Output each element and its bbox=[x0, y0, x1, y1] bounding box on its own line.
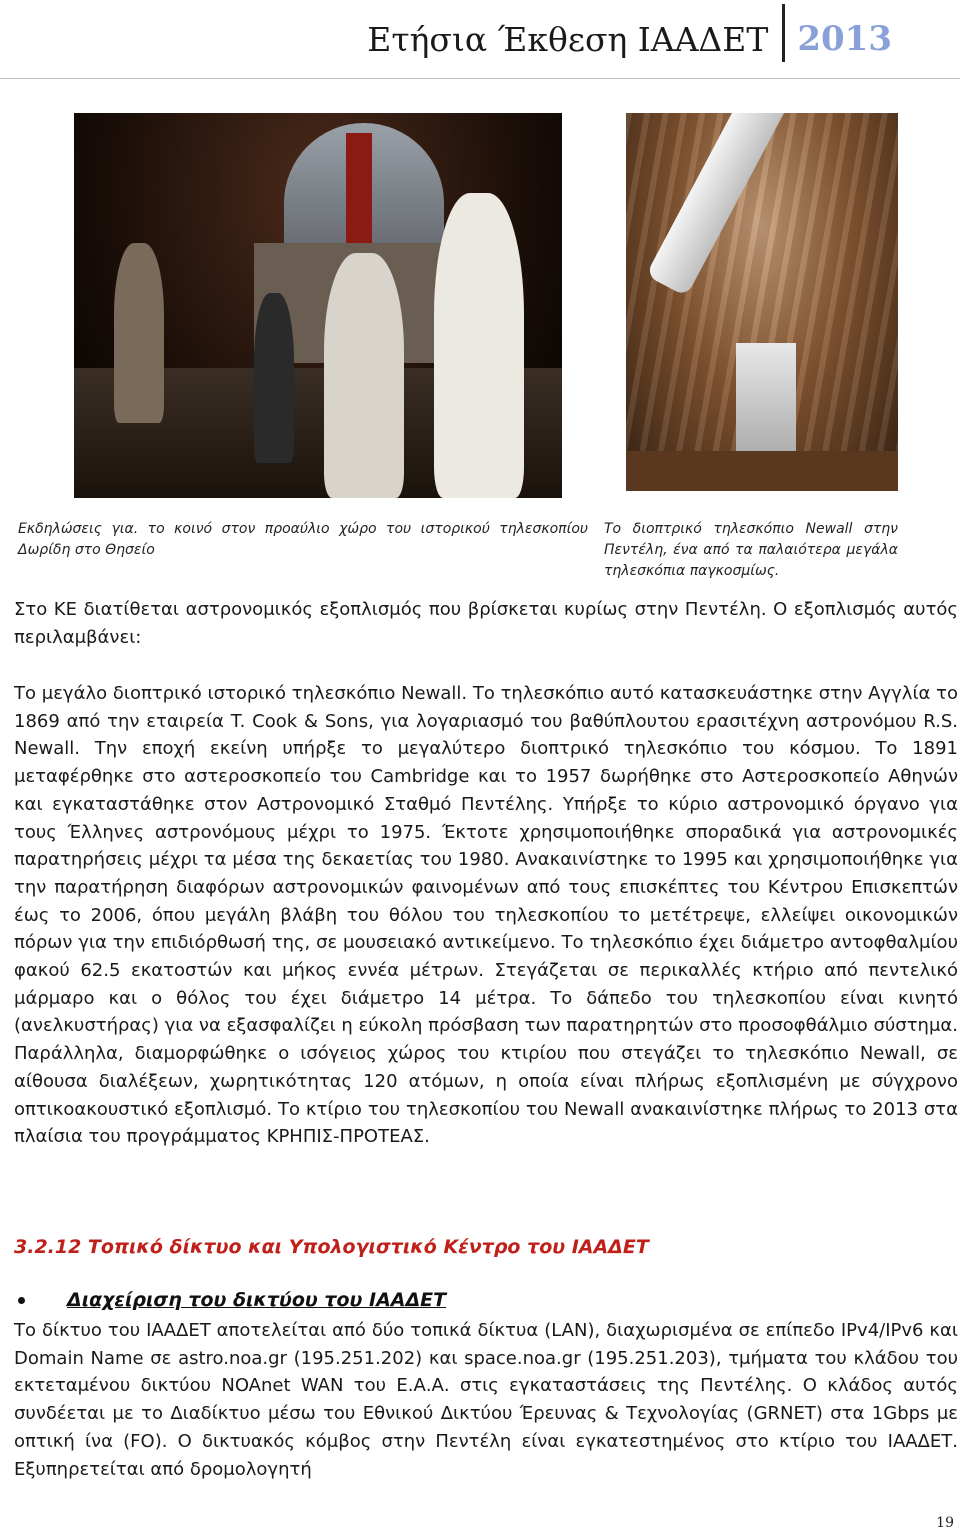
intro-paragraph: Στο ΚΕ διατίθεται αστρονομικός εξοπλισμός που βρίσκεται κυρίως στην Πεντέλη. Ο εξοπλισμός αυτός περιλαμβάνει: bbox=[14, 599, 958, 648]
left-photo-caption: Εκδηλώσεις για. το κοινό στον προαύλιο χώρο του ιστορικού τηλεσκοπίου Δωρίδη στο Θησείο bbox=[18, 521, 588, 558]
page-header bbox=[367, 0, 892, 66]
network-paragraph: Το δίκτυο του ΙΑΑΔΕΤ αποτελείται από δύο τοπικά δίκτυα (LAN), διαχωρισμένα σε επίπεδο IPv4/IPv6 και Domain Name σε astro.noa.gr (195.251.202) και space.noa.gr (195.251.203), τμήματα του κλάδου του εκτεταμένου δικτύου NOAnet WAN του Ε.Α.Α. στις εγκαταστάσεις της Πεντέλης. Ο κλάδος αυτός συνδέεται με το Διαδίκτυο μέσω του Εθνικού Δικτύου Έρευνας & Τεχνολογίας (GRNET) στα 1Gbps με οπτική ίνα (FO). Ο δικτυακός κόμβος στην Πεντέλη είναι εγκατεστημένος στο κτίριο του ΙΑΑΔΕΤ. Εξυπηρετείται από δρομολογητή bbox=[14, 1320, 958, 1480]
telescope-tripod-shape bbox=[254, 293, 294, 463]
header-rule bbox=[0, 78, 960, 79]
person-shape bbox=[324, 253, 404, 498]
right-photo-caption: Το διοπτρικό τηλεσκόπιο Newall στην Πεντέλη, ένα από τα παλαιότερα μεγάλα τηλεσκόπια παγκοσμίως. bbox=[604, 521, 898, 579]
dome-slit-shape bbox=[346, 133, 372, 243]
person-shape bbox=[114, 243, 164, 423]
bullet-heading: Διαχείριση του δικτύου του ΙΑΑΔΕΤ bbox=[67, 1289, 447, 1311]
person-shape bbox=[434, 193, 524, 498]
telescope-pier-shape bbox=[736, 343, 796, 463]
report-year: 2013 bbox=[797, 19, 892, 59]
page-number: 19 bbox=[936, 1515, 954, 1531]
report-title: Ετήσια Έκθεση ΙΑΑΔΕΤ bbox=[367, 20, 769, 59]
public-event-photo bbox=[74, 113, 562, 498]
bullet-icon bbox=[18, 1297, 25, 1304]
section-heading: 3.2.12 Τοπικό δίκτυο και Υπολογιστικό Κέντρο του ΙΑΑΔΕΤ bbox=[14, 1236, 649, 1258]
bullet-item bbox=[14, 1289, 446, 1311]
newall-paragraph: Το μεγάλο διοπτρικό ιστορικό τηλεσκόπιο Newall. Το τηλεσκόπιο αυτό κατασκευάστηκε στην Αγγλία το 1869 από την εταιρεία T. Cook & Sons, για λογαριασμό του βαθύπλουτου ερασιτέχνη αστρονόμου R.S. Newall. Την εποχή εκείνη υπήρξε το μεγαλύτερο διοπτρικό τηλεσκόπιο του κόσμου. Το 1891 μεταφέρθηκε στο αστεροσκοπείο του Cambridge και το 1957 δωρήθηκε στο Αστεροσκοπείο Αθηνών και εγκαταστάθηκε στον Αστρονομικό Σταθμό Πεντέλης. Υπήρξε το κύριο αστρονομικό όργανο για τους Έλληνες αστρονόμους μέχρι το 1975. Έκτοτε χρησιμοποιήθηκε σποραδικά για αστρονομικές παρατηρήσεις μέχρι τα μέσα της δεκαετίας του 1980. Ανακαινίστηκε το 1995 και χρησιμοποιήθηκε για την παρατήρηση διαφόρων αστρονομικών φαινομένων από τους επισκέπτες του Κέντρου Επισκεπτών έως το 2006, όπου μεγάλη βλάβη του θόλου του τηλεσκοπίου το μετέτρεψε, ελλείψει οικονομικών πόρων για την επιδιόρθωσή της, σε μουσειακό αντικείμενο. Το τηλεσκόπιο έχει διάμετρο αντοφθαλμίου φακού 62.5 εκατοστών και μήκος εννέα μέτρων. Στεγάζεται σε περικαλλές κτήριο από πεντελικό μάρμαρο και ο θόλος του έχει διάμετρο 14 μέτρα. Το δάπεδο του τηλεσκοπίου είναι κινητό (ανελκυστήρας) για να εξασφαλίζει η εύκολη πρόσβαση των παρατηρητών στο προσοφθάλμιο σύστημα. Παράλληλα, διαμορφώθηκε ο ισόγειος χώρος του κτιρίου που στεγάζει το τηλεσκόπιο Newall, σε αίθουσα διαλέξεων, χωρητικότητας 120 ατόμων, η οποία είναι πλήρως εξοπλισμένη με σύγχρονο οπτικοακουστικό εξοπλισμό. Το κτίριο του τηλεσκοπίου του Newall ανακαινίστηκε πλήρως το 2013 στα πλαίσια του προγράμματος ΚΡΗΠΙΣ-ΠΡΟΤΕΑΣ. bbox=[14, 683, 958, 1148]
floor-shape bbox=[626, 451, 898, 491]
newall-telescope-photo bbox=[626, 113, 898, 491]
